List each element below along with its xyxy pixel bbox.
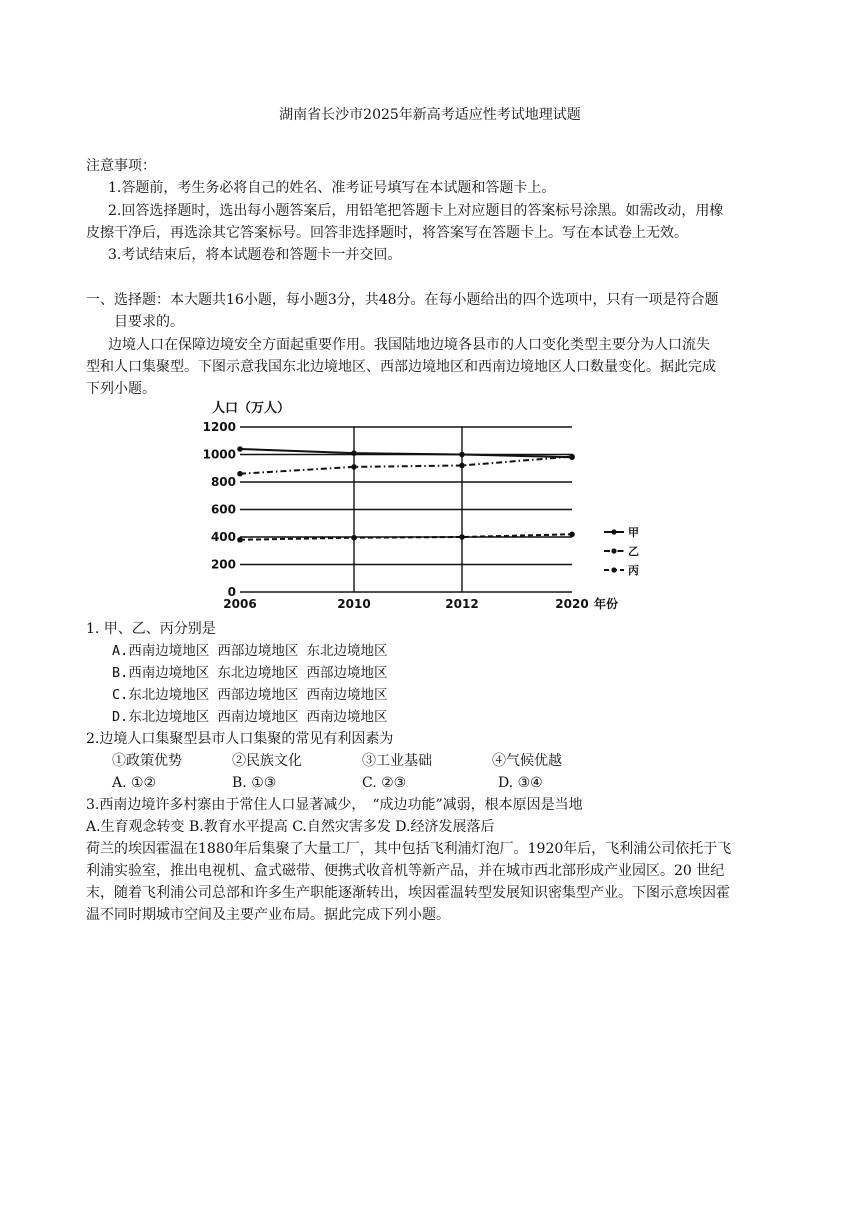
chart-legend (604, 526, 639, 577)
q2-option-a: A. ①② (112, 775, 157, 791)
data-point (351, 450, 357, 456)
y-tick-label: 1000 (202, 447, 236, 462)
chart-y-ticks (203, 420, 236, 599)
passage-1-line-2: 型和人口集聚型。下图示意我国东北边境地区、西部边境地区和西南边境地区人口数量变化。据此完成 (86, 359, 716, 375)
notice-item-2a: 2.回答选择题时，选出每小题答案后，用铅笔把答题卡上对应题目的答案标号涂黑。如需改动，用橡 (108, 203, 724, 219)
series-line (240, 457, 572, 474)
y-tick-label: 1200 (202, 420, 236, 434)
y-tick-label: 400 (210, 530, 236, 544)
q1-option-b: B.西南边境地区 东北边境地区 西部边境地区 (112, 665, 388, 681)
x-tick-label: 2020 (555, 597, 589, 611)
q1-option-a: A.西南边境地区 西部边境地区 东北边境地区 (112, 643, 388, 659)
data-point (459, 463, 465, 469)
q2-factor-4: ④气候优越 (492, 753, 562, 769)
data-point (459, 452, 465, 458)
legend-label: 丙 (628, 564, 639, 577)
passage-2-line-1: 荷兰的埃因霍温在1880年后集聚了大量工厂，其中包括飞利浦灯泡厂。1920年后，飞利浦公司依托于飞 (86, 841, 732, 857)
q2-stem: 2.边境人口集聚型县市人口集聚的常见有利因素为 (86, 731, 394, 747)
chart-y-axis-label: 人口（万人） (212, 401, 291, 416)
notice-item-2b: 皮擦干净后，再选涂其它答案标号。回答非选择题时，将答案写在答题卡上。写在本试卷上无效。 (86, 225, 688, 241)
chart-x-axis-label: 年份 (594, 597, 619, 611)
q2-factor-1: ①政策优势 (112, 753, 182, 769)
population-line-chart (202, 396, 648, 616)
data-point (351, 464, 357, 470)
x-tick-label: 2006 (223, 597, 257, 611)
notice-item-3: 3.考试结束后，将本试题卷和答题卡一并交回。 (108, 247, 402, 263)
q2-factor-3: ③工业基础 (362, 753, 432, 769)
data-point (459, 534, 465, 540)
legend-label: 乙 (628, 545, 639, 558)
x-tick-label: 2010 (337, 597, 371, 611)
data-point (351, 535, 357, 541)
y-tick-label: 800 (210, 475, 236, 489)
q2-option-c: C. ②③ (362, 775, 407, 791)
notice-heading: 注意事项： (86, 158, 156, 174)
legend-marker (611, 567, 616, 572)
q3-stem: 3.西南边境许多村寨由于常住人口显著减少， “成边功能”减弱，根本原因是当地 (86, 797, 583, 813)
q2-option-b: B. ①③ (232, 775, 277, 791)
data-point (237, 446, 243, 452)
chart-x-ticks (223, 597, 588, 611)
y-tick-label: 0 (227, 585, 236, 599)
page-title: 湖南省长沙市2025年新高考适应性考试地理试题 (279, 107, 581, 123)
chart-series (237, 446, 575, 542)
notice-item-1: 1.答题前，考生务必将自己的姓名、准考证号填写在本试题和答题卡上。 (108, 180, 556, 196)
data-point (569, 454, 575, 460)
data-point (237, 471, 243, 477)
y-tick-label: 200 (210, 557, 236, 572)
q2-factor-2: ②民族文化 (232, 753, 302, 769)
section-heading: 一、选择题：本大题共16小题，每小题3分，共48分。在每小题给出的四个选项中，只有一项是符合题 (86, 292, 719, 308)
x-tick-label: 2012 (445, 597, 479, 611)
passage-2-line-3: 末，随着飞利浦公司总部和许多生产职能逐渐转出，埃因霍温转型发展知识密集型产业。下图示意埃因霍 (86, 885, 730, 901)
passage-1-line-3: 下列小题。 (86, 381, 156, 397)
y-tick-label: 600 (210, 502, 236, 517)
data-point (237, 537, 243, 543)
q1-option-c: C.东北边境地区 西部边境地区 西南边境地区 (112, 687, 388, 703)
passage-1-line-1: 边境人口在保障边境安全方面起重要作用。我国陆地边境各县市的人口变化类型主要分为人口流失 (108, 337, 710, 353)
passage-2-line-2: 利浦实验室，推出电视机、盒式磁带、便携式收音机等新产品，并在城市西北部形成产业园区。20 世纪 (86, 863, 725, 879)
series-甲 (237, 446, 575, 460)
legend-marker (611, 529, 616, 534)
q3-options: A.生育观念转变 B.教育水平提高 C.自然灾害多发 D.经济发展落后 (86, 819, 495, 835)
data-point (569, 531, 575, 537)
legend-label: 甲 (628, 526, 639, 539)
section-heading-cont: 目要求的。 (114, 314, 184, 330)
series-line (240, 449, 572, 457)
q1-stem: 1. 甲、乙、丙分别是 (86, 621, 216, 637)
legend-marker (611, 548, 616, 553)
q1-option-d: D.东北边境地区 西南边境地区 西南边境地区 (112, 709, 388, 725)
series-乙 (237, 454, 575, 477)
passage-2-line-4: 温不同时期城市空间及主要产业布局。据此完成下列小题。 (86, 907, 450, 923)
q2-option-d: D. ③④ (498, 775, 543, 791)
